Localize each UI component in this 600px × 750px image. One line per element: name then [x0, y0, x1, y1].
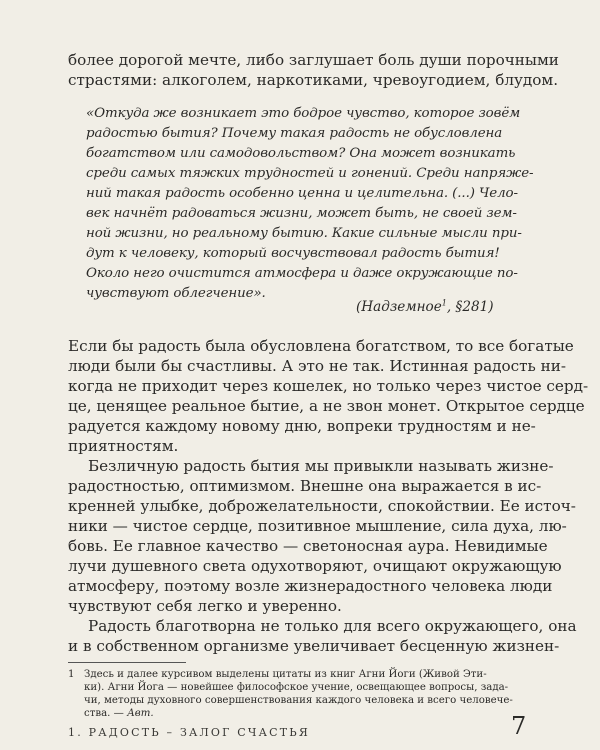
body-line: Если бы радость была обусловлена богатством, то все богатые	[68, 337, 574, 355]
quote-line: век начнёт радоваться жизни, может быть, не своей зем-	[86, 206, 517, 221]
body-line: и в собственном организме увеличивает бесценную жизнен-	[68, 637, 560, 655]
body-line: радостностью, оптимизмом. Внешне она выражается в ис-	[68, 477, 542, 495]
body-line: ники — чистое сердце, позитивное мышление, сила духа, лю-	[68, 517, 567, 535]
body-line: люди были бы счастливы. А это не так. Истинная радость ни-	[68, 357, 567, 375]
attribution-close: , §281)	[446, 299, 494, 315]
quote-line: дут к человеку, который восчувствовал радость бытия!	[86, 246, 500, 261]
page-number: 7	[511, 712, 527, 740]
footnote-line-end: ства. —	[84, 708, 128, 719]
intro-line: более дорогой мечте, либо заглушает боль души порочными	[68, 51, 559, 69]
body-line: атмосферу, поэтому возле жизнерадостного человека люди	[68, 577, 553, 595]
body-line: радуется каждому новому дню, вопреки трудностям и не-	[68, 417, 536, 435]
body-line: когда не приходит через кошелек, но только через чистое серд-	[68, 377, 589, 395]
quote-line: Около него очистится атмосфера и даже окружающие по-	[86, 266, 518, 281]
footnote-ref: 1	[441, 298, 447, 308]
footnote-marker: 1	[68, 669, 75, 680]
footnote-last-line	[84, 707, 154, 720]
quote-line: «Откуда же возникает это бодрое чувство, которое зовём	[86, 106, 521, 121]
body-line: Радость благотворна не только для всего окружающего, она	[88, 617, 577, 635]
footnote-line: Здесь и далее курсивом выделены цитаты из книг Агни Йоги (Живой Эти-	[84, 669, 487, 680]
body-line: кренней улыбке, доброжелательности, спокойствии. Ее источ-	[68, 497, 576, 515]
footnote-author: Авт.	[127, 708, 154, 719]
quote-attribution	[356, 297, 494, 317]
attribution-open: (Надземное	[356, 299, 442, 315]
footnote-line: ки). Агни Йога — новейшее философское учение, освещающее вопросы, зада-	[84, 682, 509, 693]
body-line: чувствуют себя легко и уверенно.	[68, 597, 342, 615]
quote-line: ний такая радость особенно ценна и целительна. (...) Чело-	[86, 186, 518, 201]
quote-line: среди самых тяжких трудностей и гонений. Среди напряже-	[86, 166, 534, 181]
body-line: Безличную радость бытия мы привыкли называть жизне-	[88, 457, 554, 475]
body-line: приятностям.	[68, 437, 179, 455]
footnote-line: чи, методы духовного совершенствования каждого человека и всего человече-	[84, 695, 513, 706]
footnote-rule	[68, 662, 186, 663]
quote-line: чувствуют облегчение».	[86, 286, 266, 301]
quote-line: радостью бытия? Почему такая радость не обусловлена	[86, 126, 503, 141]
body-line: це, ценящее реальное бытие, а не звон монет. Открытое сердце	[68, 397, 585, 415]
body-line: лучи душевного света одухотворяют, очищают окружающую	[68, 557, 562, 575]
quote-line: богатством или самодовольством? Она может возникать	[86, 146, 516, 161]
running-footer-chapter: 1. РАДОСТЬ – ЗАЛОГ СЧАСТЬЯ	[68, 726, 311, 739]
quote-line: ной жизни, но реальному бытию. Какие сильные мысли при-	[86, 226, 522, 241]
intro-line: страстями: алкоголем, наркотиками, чревоугодием, блудом.	[68, 71, 559, 89]
body-line: бовь. Ее главное качество — светоносная аура. Невидимые	[68, 537, 548, 555]
